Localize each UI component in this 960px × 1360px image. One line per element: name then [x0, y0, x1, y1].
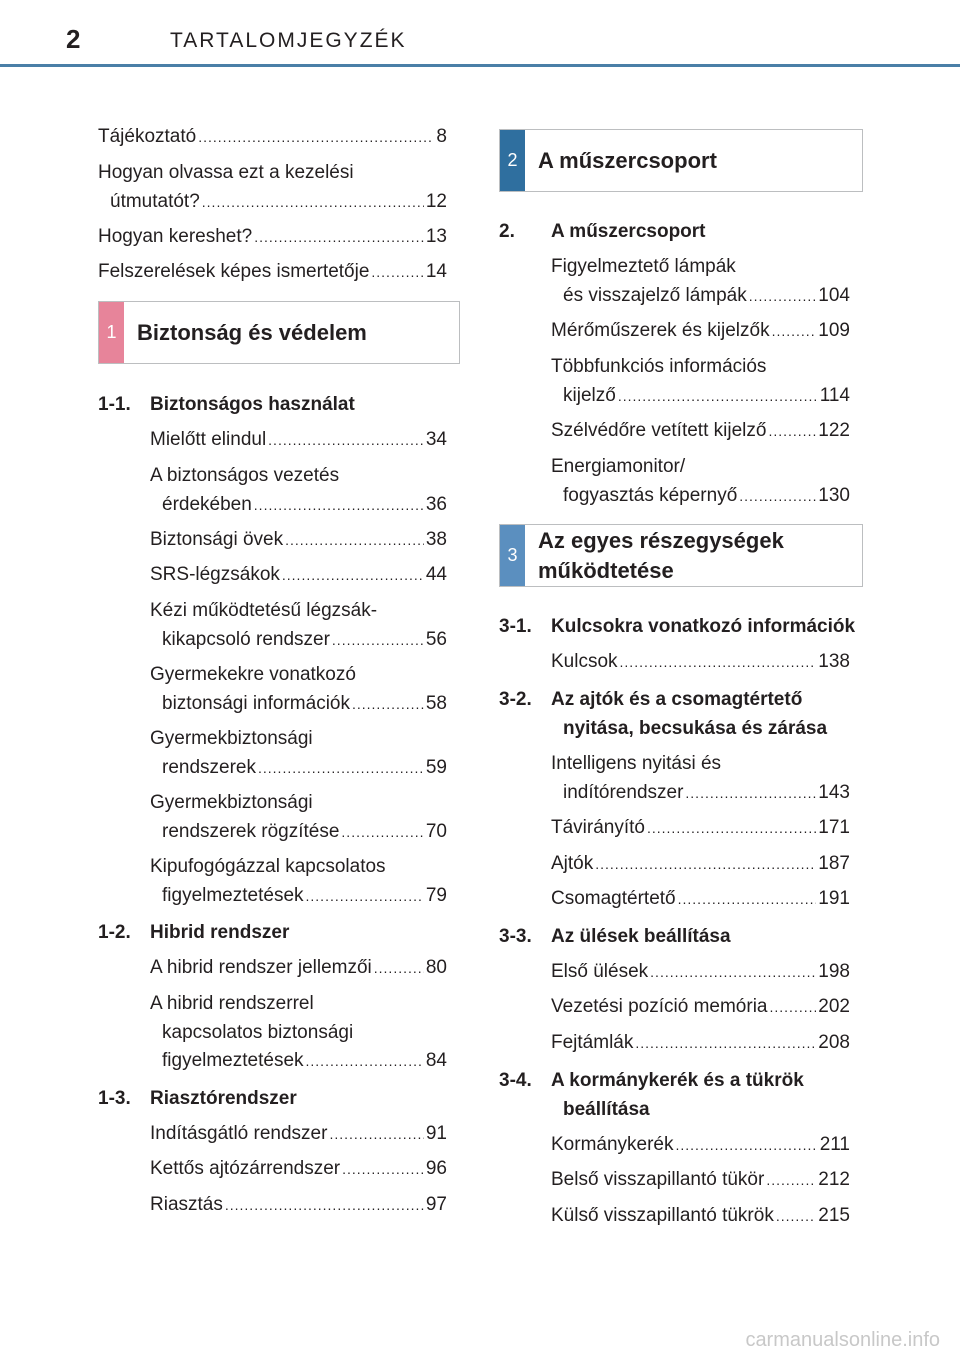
toc-entry-text: Vezetési pozíció memória	[551, 996, 768, 1017]
section-number: 1	[106, 322, 117, 342]
subsection-number: 3-1.	[499, 616, 532, 637]
toc-page-number: 36	[425, 494, 447, 515]
toc-entry-link[interactable]	[150, 1120, 447, 1148]
toc-entry-line	[551, 353, 766, 381]
toc-entry-text: Kulcsok	[551, 651, 618, 672]
toc-entry-text: fogyasztás képernyő	[563, 485, 738, 506]
toc-entry-text: Energiamonitor/	[551, 456, 686, 477]
subsection-number: 1-3.	[98, 1088, 131, 1109]
dot-leader	[768, 417, 816, 445]
section-title	[538, 525, 784, 586]
toc-entry-text: biztonsági információk	[162, 693, 350, 714]
subsection-title: Biztonságos használat	[150, 394, 355, 415]
toc-page-number: 191	[818, 888, 850, 909]
section-title-block	[538, 526, 784, 586]
toc-entry-text: kikapcsoló rendszer	[162, 629, 330, 650]
dot-leader	[776, 1202, 816, 1230]
toc-entry-link[interactable]	[110, 188, 447, 216]
toc-entry-link[interactable]	[98, 223, 447, 251]
dot-leader	[685, 779, 816, 807]
toc-page-number: 212	[818, 1169, 850, 1190]
section-header-3	[499, 524, 863, 587]
toc-entry-link[interactable]	[162, 818, 447, 846]
toc-entry-link[interactable]	[551, 850, 850, 878]
toc-entry-link[interactable]	[551, 993, 850, 1021]
toc-entry-link[interactable]	[551, 1131, 850, 1159]
toc-page-number: 104	[818, 285, 850, 306]
dot-leader	[739, 482, 816, 510]
toc-entry-link[interactable]	[98, 123, 447, 151]
dot-leader	[371, 258, 423, 286]
toc-page-number: 97	[425, 1194, 447, 1215]
dot-leader	[618, 382, 818, 410]
subsection-number: 1-2.	[98, 922, 131, 943]
toc-page-number: 34	[425, 429, 447, 450]
toc-page-number: 8	[436, 126, 447, 147]
toc-entry-link[interactable]	[563, 779, 850, 807]
toc-page-number: 13	[425, 226, 447, 247]
toc-page-number: 211	[819, 1134, 850, 1155]
toc-entry-text: Mérőműszerek és kijelzők	[551, 320, 770, 341]
subsection-title: nyitása, becsukása és zárása	[563, 718, 828, 739]
toc-page-number: 84	[425, 1050, 447, 1071]
dot-leader	[595, 850, 816, 878]
toc-entry-text: Riasztás	[150, 1194, 223, 1215]
toc-entry-link[interactable]	[162, 754, 447, 782]
dot-leader	[676, 1131, 818, 1159]
toc-entry-text: rendszerek rögzítése	[162, 821, 340, 842]
toc-entry-text: Külső visszapillantó tükrök	[551, 1205, 774, 1226]
toc-page-number: 44	[425, 564, 447, 585]
toc-page-number: 202	[818, 996, 850, 1017]
dot-leader	[770, 993, 817, 1021]
dot-leader	[352, 690, 424, 718]
toc-entry-line	[98, 159, 354, 187]
dot-leader	[647, 814, 816, 842]
section-title-block	[538, 146, 717, 176]
toc-entry-line	[551, 453, 685, 481]
section-number-tab	[500, 130, 525, 191]
toc-entry-link[interactable]	[551, 317, 850, 345]
dot-leader	[678, 885, 817, 913]
toc-page-number: 130	[818, 485, 850, 506]
page-title: TARTALOMJEGYZÉK	[170, 29, 407, 52]
dot-leader	[635, 1029, 816, 1057]
subsection-title: Az ülések beállítása	[551, 926, 731, 947]
subsection-title: beállítása	[563, 1099, 650, 1120]
dot-leader	[374, 954, 424, 982]
toc-entry-line	[150, 462, 339, 490]
toc-entry-link[interactable]	[150, 526, 447, 554]
subsection-title: Kulcsokra vonatkozó információk	[551, 616, 856, 637]
toc-page-number: 138	[818, 651, 850, 672]
toc-entry-text: Hogyan kereshet?	[98, 226, 253, 247]
toc-page-number: 59	[425, 757, 447, 778]
toc-entry-text: Figyelmeztető lámpák	[551, 256, 736, 277]
toc-entry-text: Csomagtértető	[551, 888, 676, 909]
toc-entry-text: Szélvédőre vetített kijelző	[551, 420, 767, 441]
section-header-1	[98, 301, 460, 364]
toc-entry-link[interactable]	[98, 258, 447, 286]
section-title-line: Biztonság és védelem	[137, 319, 367, 345]
toc-entry-text: Kettős ajtózárrendszer	[150, 1158, 341, 1179]
toc-entry-link[interactable]	[162, 491, 447, 519]
toc-entry-link[interactable]	[150, 1155, 447, 1183]
toc-entry-text: Hogyan olvassa ezt a kezelési	[98, 162, 354, 183]
toc-entry-text: rendszerek	[162, 757, 256, 778]
toc-page-number: 208	[818, 1032, 850, 1053]
toc-page-number: 122	[818, 420, 850, 441]
dot-leader	[332, 626, 424, 654]
toc-entry-link[interactable]	[162, 690, 447, 718]
toc-entry-text: A hibrid rendszer jellemzői	[150, 957, 372, 978]
toc-page-number: 79	[425, 885, 447, 906]
section-number-tab	[99, 302, 124, 363]
subsection-title: Az ajtók és a csomagtértető	[551, 689, 803, 710]
watermark: carmanualsonline.info	[745, 1329, 940, 1351]
dot-leader	[772, 317, 817, 345]
toc-page-number: 171	[818, 817, 850, 838]
toc-entry-link[interactable]	[551, 417, 850, 445]
dot-leader	[341, 818, 423, 846]
dot-leader	[285, 526, 424, 554]
toc-entry-link[interactable]	[150, 954, 447, 982]
toc-entry-line	[150, 661, 356, 689]
toc-page-number: 38	[425, 529, 447, 550]
toc-entry-link[interactable]	[551, 648, 850, 676]
toc-entry-link[interactable]	[563, 482, 850, 510]
dot-leader	[254, 491, 424, 519]
section-number-tab	[500, 525, 525, 586]
section-title-line: működtetése	[538, 557, 674, 583]
toc-entry-text: Fejtámlák	[551, 1032, 634, 1053]
dot-leader	[282, 561, 424, 589]
toc-page-number: 198	[818, 961, 850, 982]
toc-entry-link[interactable]	[551, 885, 850, 913]
toc-entry-text: kapcsolatos biztonsági	[162, 1022, 354, 1043]
subsection-title: A kormánykerék és a tükrök	[551, 1070, 804, 1091]
toc-entry-text: Távirányító	[551, 817, 645, 838]
toc-entry-link[interactable]	[551, 958, 850, 986]
dot-leader	[258, 754, 424, 782]
subsection-title: A műszercsoport	[551, 221, 706, 242]
subsection-number: 2.	[499, 221, 515, 242]
toc-page-number: 14	[425, 261, 447, 282]
toc-page-number: 80	[425, 957, 447, 978]
section-title-block	[137, 318, 367, 348]
toc-entry-line	[551, 253, 736, 281]
dot-leader	[650, 958, 816, 986]
toc-entry-line	[150, 853, 386, 881]
toc-entry-link[interactable]	[162, 626, 447, 654]
dot-leader	[749, 282, 817, 310]
toc-page-number: 12	[425, 191, 447, 212]
toc-entry-text: Kipufogógázzal kapcsolatos	[150, 856, 386, 877]
dot-leader	[342, 1155, 424, 1183]
toc-entry-text: Tájékoztató	[98, 126, 197, 147]
dot-leader	[202, 188, 424, 216]
toc-entry-text: Többfunkciós információs	[551, 356, 767, 377]
toc-page-number: 70	[425, 821, 447, 842]
toc-entry-link[interactable]	[551, 1202, 850, 1230]
section-number: 2	[507, 150, 518, 170]
toc-entry-text: kijelző	[563, 385, 616, 406]
toc-entry-text: Első ülések	[551, 961, 649, 982]
toc-entry-text: Gyermekbiztonsági	[150, 792, 313, 813]
toc-entry-text: Belső visszapillantó tükör	[551, 1169, 765, 1190]
page-number: 2	[66, 24, 81, 54]
toc-entry-link[interactable]	[563, 382, 850, 410]
subsection-number: 3-3.	[499, 926, 532, 947]
toc-entry-link[interactable]	[551, 1166, 850, 1194]
toc-entry-text: A biztonságos vezetés	[150, 465, 340, 486]
toc-entry-text: indítórendszer	[563, 782, 684, 803]
toc-entry-line	[150, 725, 313, 753]
toc-entry-text: Felszerelések képes ismertetője	[98, 261, 370, 282]
dot-leader	[306, 1047, 424, 1075]
toc-page-number: 114	[819, 385, 850, 406]
dot-leader	[225, 1191, 424, 1219]
toc-entry-text: és visszajelző lámpák	[563, 285, 747, 306]
section-title	[538, 130, 717, 191]
toc-entry-text: Mielőtt elindul	[150, 429, 267, 450]
toc-entry-text: Kézi működtetésű légzsák-	[150, 600, 378, 621]
toc-page-number: 109	[818, 320, 850, 341]
toc-entry-text: Gyermekbiztonsági	[150, 728, 313, 749]
section-title	[137, 302, 367, 363]
toc-page-number: 96	[425, 1158, 447, 1179]
toc-entry-text: Kormánykerék	[551, 1134, 674, 1155]
dot-leader	[198, 123, 434, 151]
toc-entry-link[interactable]	[150, 426, 447, 454]
toc-entry-text: útmutatót?	[110, 191, 200, 212]
toc-page-number: 143	[818, 782, 850, 803]
toc-page-number: 215	[818, 1205, 850, 1226]
dot-leader	[329, 1120, 423, 1148]
toc-entry-text: Gyermekekre vonatkozó	[150, 664, 356, 685]
toc-entry-text: Intelligens nyitási és	[551, 753, 722, 774]
toc-entry-link[interactable]	[551, 814, 850, 842]
toc-entry-link[interactable]	[162, 1047, 447, 1075]
toc-entry-link[interactable]	[563, 282, 850, 310]
toc-entry-text: figyelmeztetések	[162, 885, 304, 906]
toc-page-number: 58	[425, 693, 447, 714]
toc-entry-text: Ajtók	[551, 853, 594, 874]
toc-entry-link[interactable]	[162, 882, 447, 910]
subsection-number: 3-4.	[499, 1070, 532, 1091]
dot-leader	[766, 1166, 816, 1194]
subsection-title: Riasztórendszer	[150, 1088, 297, 1109]
toc-entry-text: Biztonsági övek	[150, 529, 284, 550]
subsection-number: 1-1.	[98, 394, 131, 415]
toc-entry-link[interactable]	[150, 561, 447, 589]
toc-entry-link[interactable]	[150, 1191, 447, 1219]
toc-entry-line	[150, 597, 377, 625]
subsection-title: Hibrid rendszer	[150, 922, 290, 943]
toc-entry-line	[150, 789, 313, 817]
section-number: 3	[507, 545, 518, 565]
toc-entry-line	[551, 750, 721, 778]
section-header-2	[499, 129, 863, 192]
section-title-line: Az egyes részegységek	[538, 527, 784, 553]
header-rule	[0, 64, 960, 67]
toc-entry-text: érdekében	[162, 494, 252, 515]
dot-leader	[620, 648, 817, 676]
toc-page-number: 56	[425, 629, 447, 650]
toc-page-number: 187	[818, 853, 850, 874]
toc-page-number: 91	[425, 1123, 447, 1144]
toc-entry-text: SRS-légzsákok	[150, 564, 280, 585]
dot-leader	[268, 426, 424, 454]
toc-entry-line	[150, 990, 314, 1018]
dot-leader	[254, 223, 424, 251]
page-header	[0, 0, 960, 66]
section-title-line: A műszercsoport	[538, 147, 717, 173]
toc-entry-link[interactable]	[551, 1029, 850, 1057]
toc-entry-text: A hibrid rendszerrel	[150, 993, 314, 1014]
subsection-number: 3-2.	[499, 689, 532, 710]
toc-entry-text: figyelmeztetések	[162, 1050, 304, 1071]
dot-leader	[306, 882, 424, 910]
toc-entry-text: Indításgátló rendszer	[150, 1123, 328, 1144]
toc-entry-line	[162, 1019, 353, 1047]
